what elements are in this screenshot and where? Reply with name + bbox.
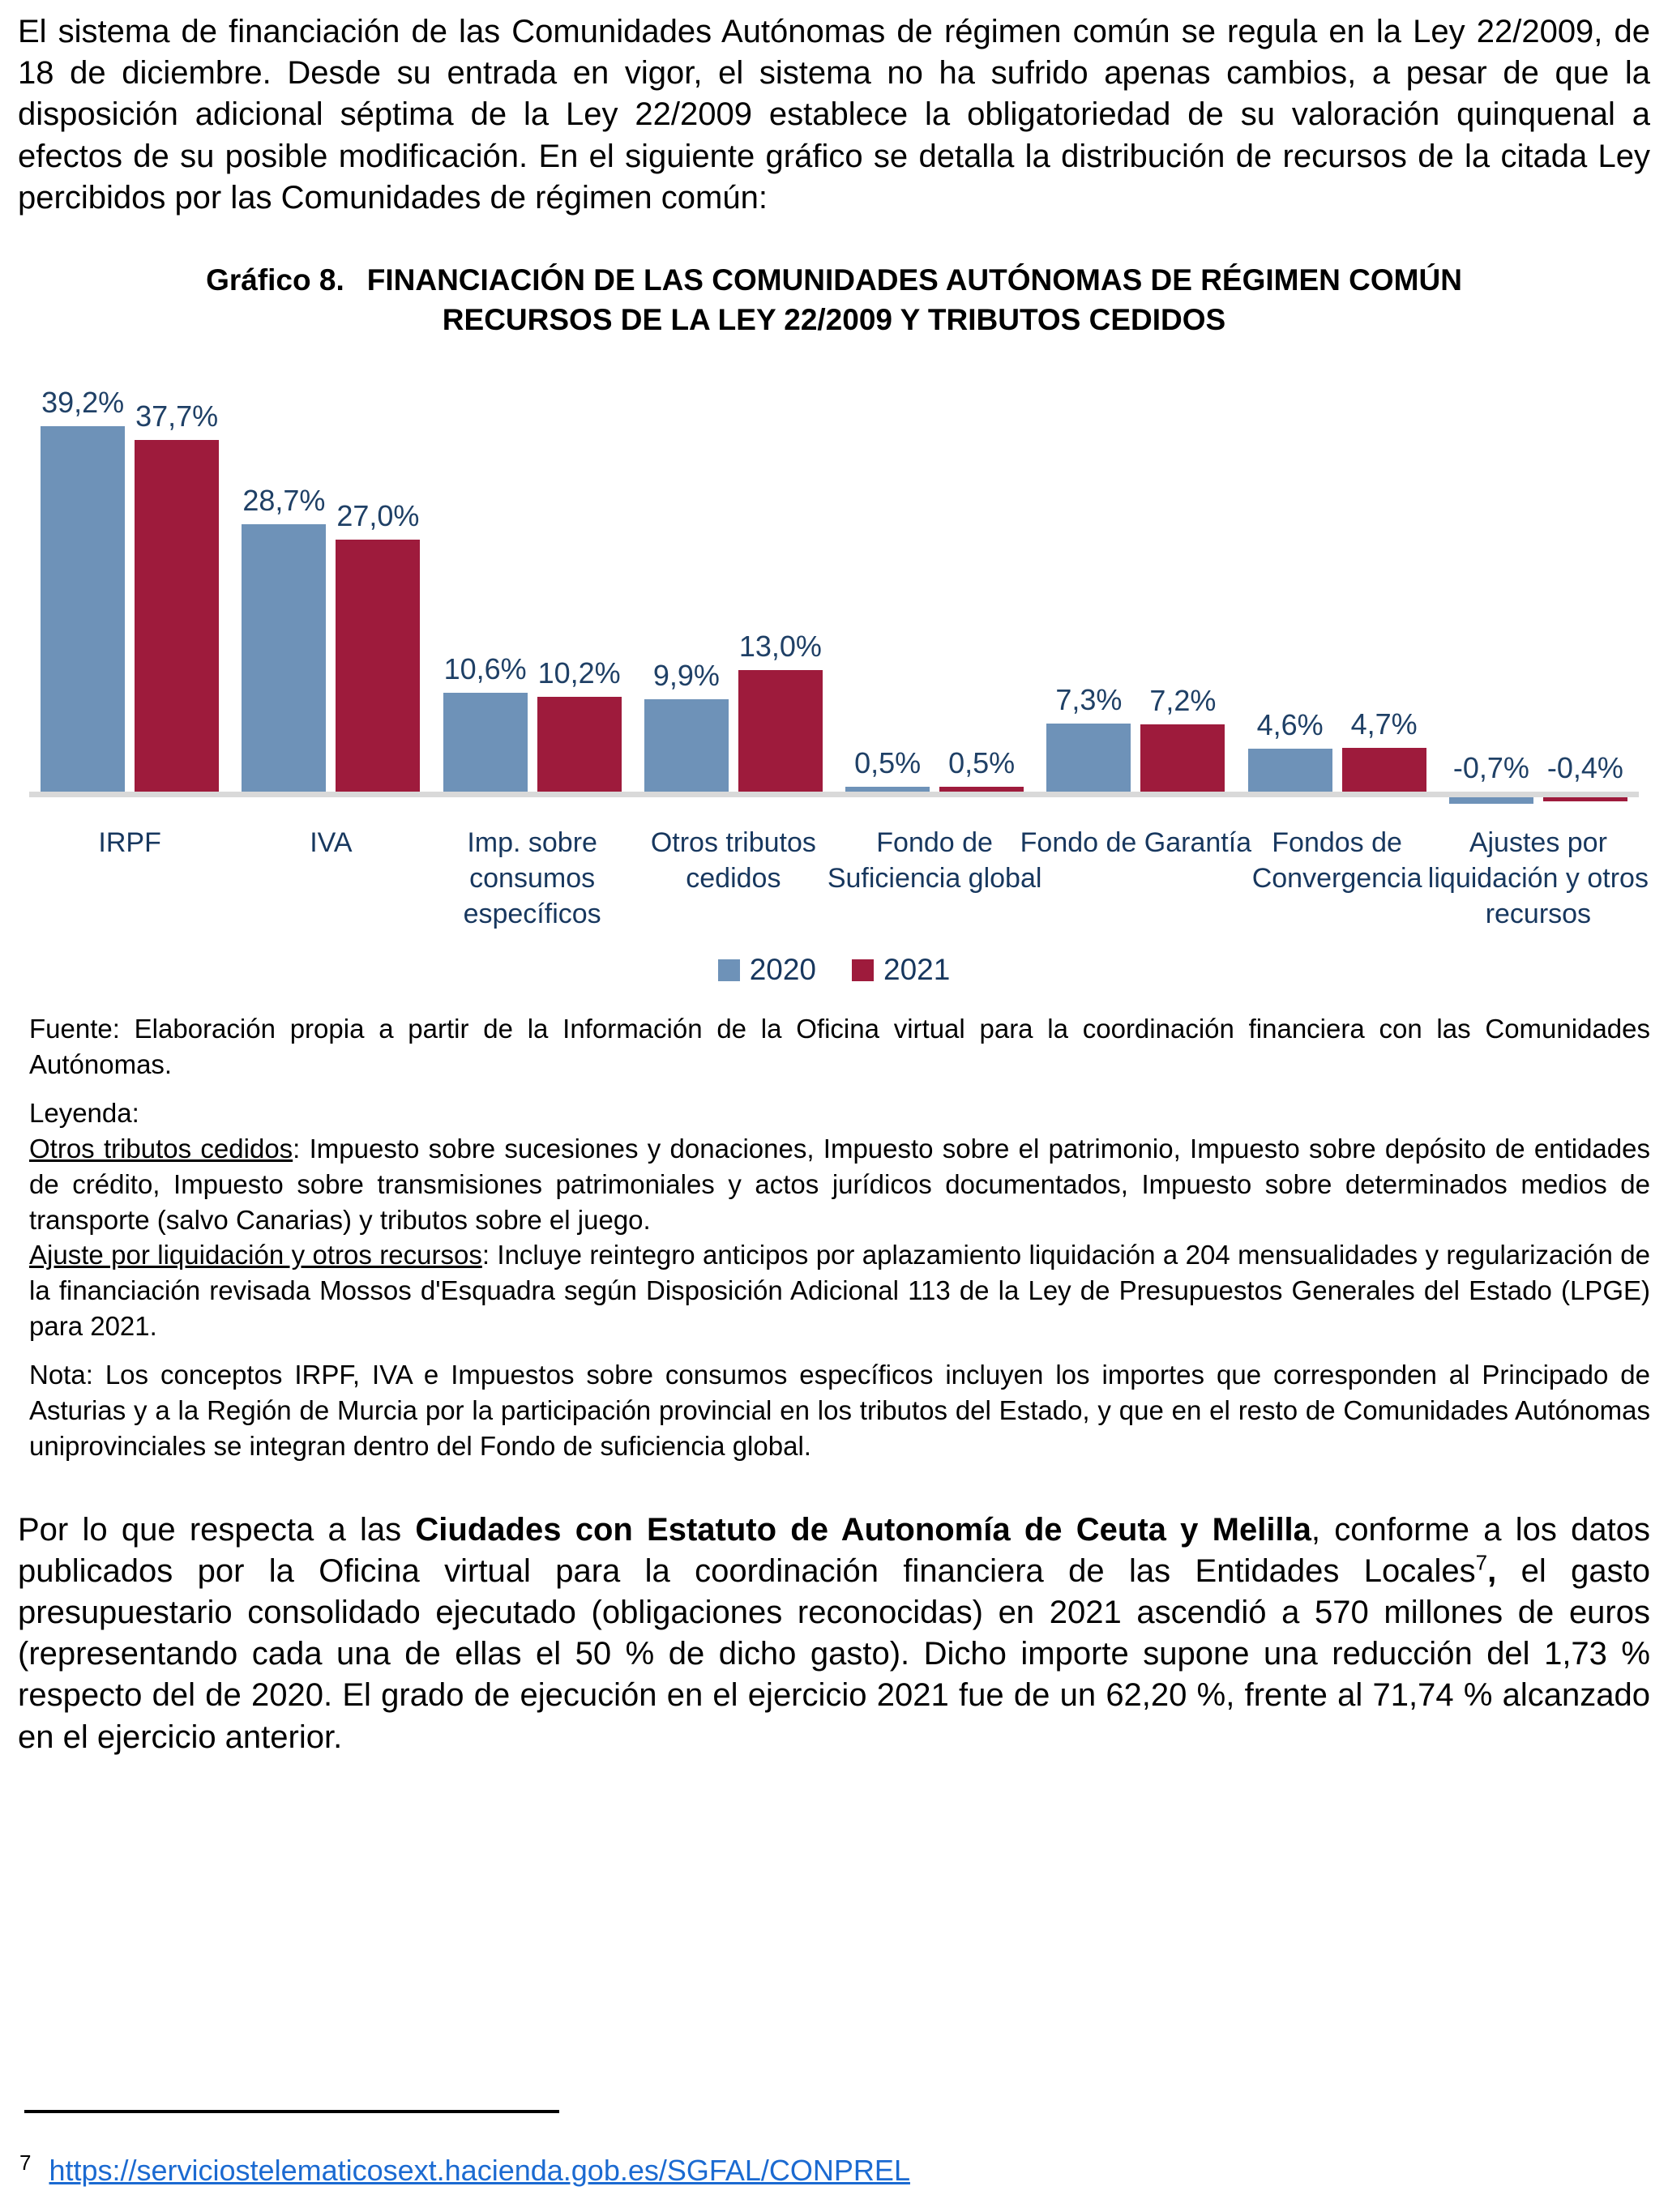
legend-label-2021: 2021 — [883, 953, 951, 987]
bar-column-2020 — [644, 659, 729, 792]
category-label: Imp. sobre consumos específicos — [463, 826, 601, 929]
negative-bar-group — [1035, 797, 1236, 815]
value-label-2020: 9,9% — [652, 658, 720, 692]
category-cell — [827, 825, 1042, 933]
chart-caption-line1 — [18, 261, 1650, 301]
value-label-2020: 4,6% — [1256, 707, 1324, 741]
bar-group — [29, 386, 230, 792]
ajuste-note-body: : Incluye reintegro anticipos por aplazamiento liquidación a 204 mensualidades y regularización de la financiación revisada Mossos d'Esquadra según Disposición Adicional 113 de la Ley de Presupuestos Generales del Estado (LPGE) para 2021. — [29, 1240, 1650, 1342]
negative-bar-group — [834, 797, 1035, 815]
value-label-2021: 0,5% — [948, 745, 1016, 779]
ajuste-note-lead: Ajuste por liquidación y otros recursos — [29, 1240, 482, 1270]
bar-column-2021 — [1543, 751, 1627, 792]
chart-caption — [18, 261, 1650, 340]
legend-item-2021 — [852, 953, 950, 987]
legend-swatch-2021 — [852, 959, 874, 981]
value-label-2021: 7,2% — [1149, 683, 1217, 717]
closing-post: el gasto presupuestario consolidado ejecutado (obligaciones reconocidas) en 2021 ascendió a 570 millones de euros (representando cada una de ellas el 50 % de dicho gasto). Dicho importe supone una reducción del 1,73 % respecto del de 2020. El grado de ejecución en el ejercicio 2021 fue de un 62,20 %, frente al 71,74 % alcanzado en el ejercicio anterior. — [18, 1552, 1650, 1755]
footnote-reference: 7 — [1475, 1550, 1488, 1575]
bar-2021 — [738, 670, 823, 792]
bar-2021 — [336, 540, 420, 792]
chart-legend — [29, 953, 1639, 987]
category-cell — [432, 825, 633, 933]
closing-pre: Por lo que respecta a las — [18, 1511, 416, 1548]
negative-bar-group — [633, 797, 834, 815]
category-cell — [633, 825, 834, 933]
value-label-2021: 13,0% — [738, 629, 822, 663]
bar-column-2021 — [1140, 684, 1225, 792]
bar-column-2020 — [1449, 751, 1533, 792]
legend-swatch-2020 — [718, 959, 740, 981]
bar-column-2021 — [537, 656, 622, 792]
legend-heading: Leyenda: — [29, 1097, 139, 1128]
footnote-number: 7 — [19, 2150, 32, 2175]
bar-group — [1237, 707, 1438, 792]
bar-column-2021 — [135, 399, 219, 792]
bar-group — [1438, 751, 1639, 792]
bar-2020 — [242, 524, 326, 792]
negative-bar-2021 — [1543, 797, 1627, 801]
bar-2021 — [1140, 724, 1225, 792]
category-label: Ajustes por liquidación y otros recursos — [1427, 826, 1649, 929]
footnote — [19, 2150, 1650, 2188]
value-label-2020: 39,2% — [41, 385, 125, 419]
bar-column-2020 — [1248, 708, 1332, 792]
bar-column-2021 — [336, 499, 420, 792]
category-cell — [1427, 825, 1649, 933]
closing-bold-comma: , — [1487, 1552, 1497, 1589]
bar-group — [432, 652, 633, 792]
value-label-2021: 27,0% — [336, 498, 420, 532]
category-label: Otros tributos cedidos — [650, 826, 816, 894]
chart-plot — [29, 382, 1639, 792]
negative-bar-group — [432, 797, 633, 815]
bar-group — [230, 484, 431, 792]
bar-2020 — [1046, 724, 1131, 792]
value-label-2021: 4,7% — [1350, 707, 1418, 741]
value-label-2020: -0,7% — [1452, 750, 1529, 784]
bar-2020 — [845, 787, 930, 792]
category-cell — [1020, 825, 1252, 933]
source-note: Fuente: Elaboración propia a partir de la Información de la Oficina virtual para la coordinación financiera con las Comunidades Autónomas. — [29, 1014, 1650, 1080]
intro-paragraph: El sistema de financiación de las Comunidades Autónomas de régimen común se regula en la Ley 22/2009, de 18 de diciembre. Desde su entrada en vigor, el sistema no ha sufrido apenas cambios, a pesar de que la disposición adicional séptima de la Ley 22/2009 establece la obligatoriedad de su valoración quinquenal a efectos de su posible modificación. En el siguiente gráfico se detalla la distribución de recursos de la citada Ley percibidos por las Comunidades de régimen común: — [18, 14, 1650, 216]
category-cell — [230, 825, 431, 933]
negative-bar-group — [1237, 797, 1438, 815]
bar-column-2021 — [738, 630, 823, 792]
bar-group — [1035, 683, 1236, 792]
chart-category-row — [29, 825, 1649, 933]
negative-bar-group — [1438, 797, 1639, 815]
legend-label-2020: 2020 — [749, 953, 816, 987]
bar-column-2020 — [1046, 683, 1131, 792]
bar-2020 — [1248, 749, 1332, 792]
legend-item-2020 — [718, 953, 816, 987]
category-cell — [29, 825, 230, 933]
chart-caption-title1: FINANCIACIÓN DE LAS COMUNIDADES AUTÓNOMAS DE RÉGIMEN COMÚN — [366, 263, 1462, 297]
closing-bold: Ciudades con Estatuto de Autonomía de Ceuta y Melilla — [415, 1511, 1311, 1548]
bar-2020 — [41, 426, 125, 792]
value-label-2021: -0,4% — [1546, 750, 1623, 784]
bar-group — [633, 630, 834, 792]
category-label: Fondo de Garantía — [1020, 826, 1252, 858]
value-label-2020: 10,6% — [443, 651, 527, 685]
value-label-2020: 0,5% — [854, 745, 922, 779]
negative-bar-group — [230, 797, 431, 815]
bar-chart — [29, 382, 1649, 988]
bar-2021 — [1342, 748, 1426, 792]
footnote-area — [18, 2110, 1650, 2188]
bar-2021 — [135, 440, 219, 792]
footnote-separator — [24, 2110, 559, 2113]
bar-2021 — [939, 787, 1024, 792]
negative-bar-group — [29, 797, 230, 815]
x-axis-line — [29, 792, 1639, 797]
ajuste-note — [29, 1237, 1650, 1344]
bar-column-2020 — [443, 652, 528, 792]
chart-caption-label: Gráfico 8. — [206, 263, 344, 297]
otros-tributos-note-body: : Impuesto sobre sucesiones y donaciones, Impuesto sobre el patrimonio, Impuesto sobre depósito de entidades de crédito, Impuesto sobre transmisiones patrimoniales y actos jurídicos documentados, Impuesto sobre determinados medios de transporte (salvo Canarias) y tributos sobre el juego. — [29, 1133, 1650, 1235]
value-label-2021: 37,7% — [135, 399, 219, 433]
value-label-2020: 28,7% — [242, 483, 326, 517]
category-label: IVA — [310, 826, 353, 858]
bar-2020 — [644, 699, 729, 792]
value-label-2020: 7,3% — [1055, 682, 1123, 716]
negative-bar-2020 — [1449, 797, 1533, 804]
category-label: Fondos de Convergencia — [1251, 826, 1422, 894]
category-label: Fondo de Suficiencia global — [827, 826, 1042, 894]
nota-note: Nota: Los conceptos IRPF, IVA e Impuestos sobre consumos específicos incluyen los importes que corresponden al Principado de Asturias y a la Región de Murcia por la participación provincial en los tributos del Estado, y que en el resto de Comunidades Autónomas uniprovinciales se integran dentro del Fondo de suficiencia global. — [29, 1360, 1650, 1461]
category-cell — [1237, 825, 1438, 933]
bar-column-2020 — [41, 386, 125, 792]
bar-column-2020 — [242, 484, 326, 792]
category-label: IRPF — [98, 826, 161, 858]
chart-negative-plot — [29, 797, 1639, 815]
footnote-link[interactable]: https://serviciostelematicosext.hacienda.gob.es/SGFAL/CONPREL — [49, 2154, 910, 2187]
chart-caption-title2: RECURSOS DE LA LEY 22/2009 Y TRIBUTOS CEDIDOS — [442, 302, 1226, 336]
otros-tributos-note-lead: Otros tributos cedidos — [29, 1133, 293, 1164]
bar-column-2021 — [1342, 707, 1426, 792]
bar-group — [834, 746, 1035, 792]
bar-column-2021 — [939, 746, 1024, 792]
otros-tributos-note — [29, 1131, 1650, 1238]
closing-mid: , conforme a los datos publicados por la Oficina virtual para la coordinación financiera de las Entidades Locales — [18, 1511, 1650, 1589]
bar-2021 — [537, 697, 622, 792]
bar-2020 — [443, 693, 528, 792]
closing-paragraph — [18, 1510, 1650, 1758]
value-label-2021: 10,2% — [537, 655, 621, 690]
bar-column-2020 — [845, 746, 930, 792]
